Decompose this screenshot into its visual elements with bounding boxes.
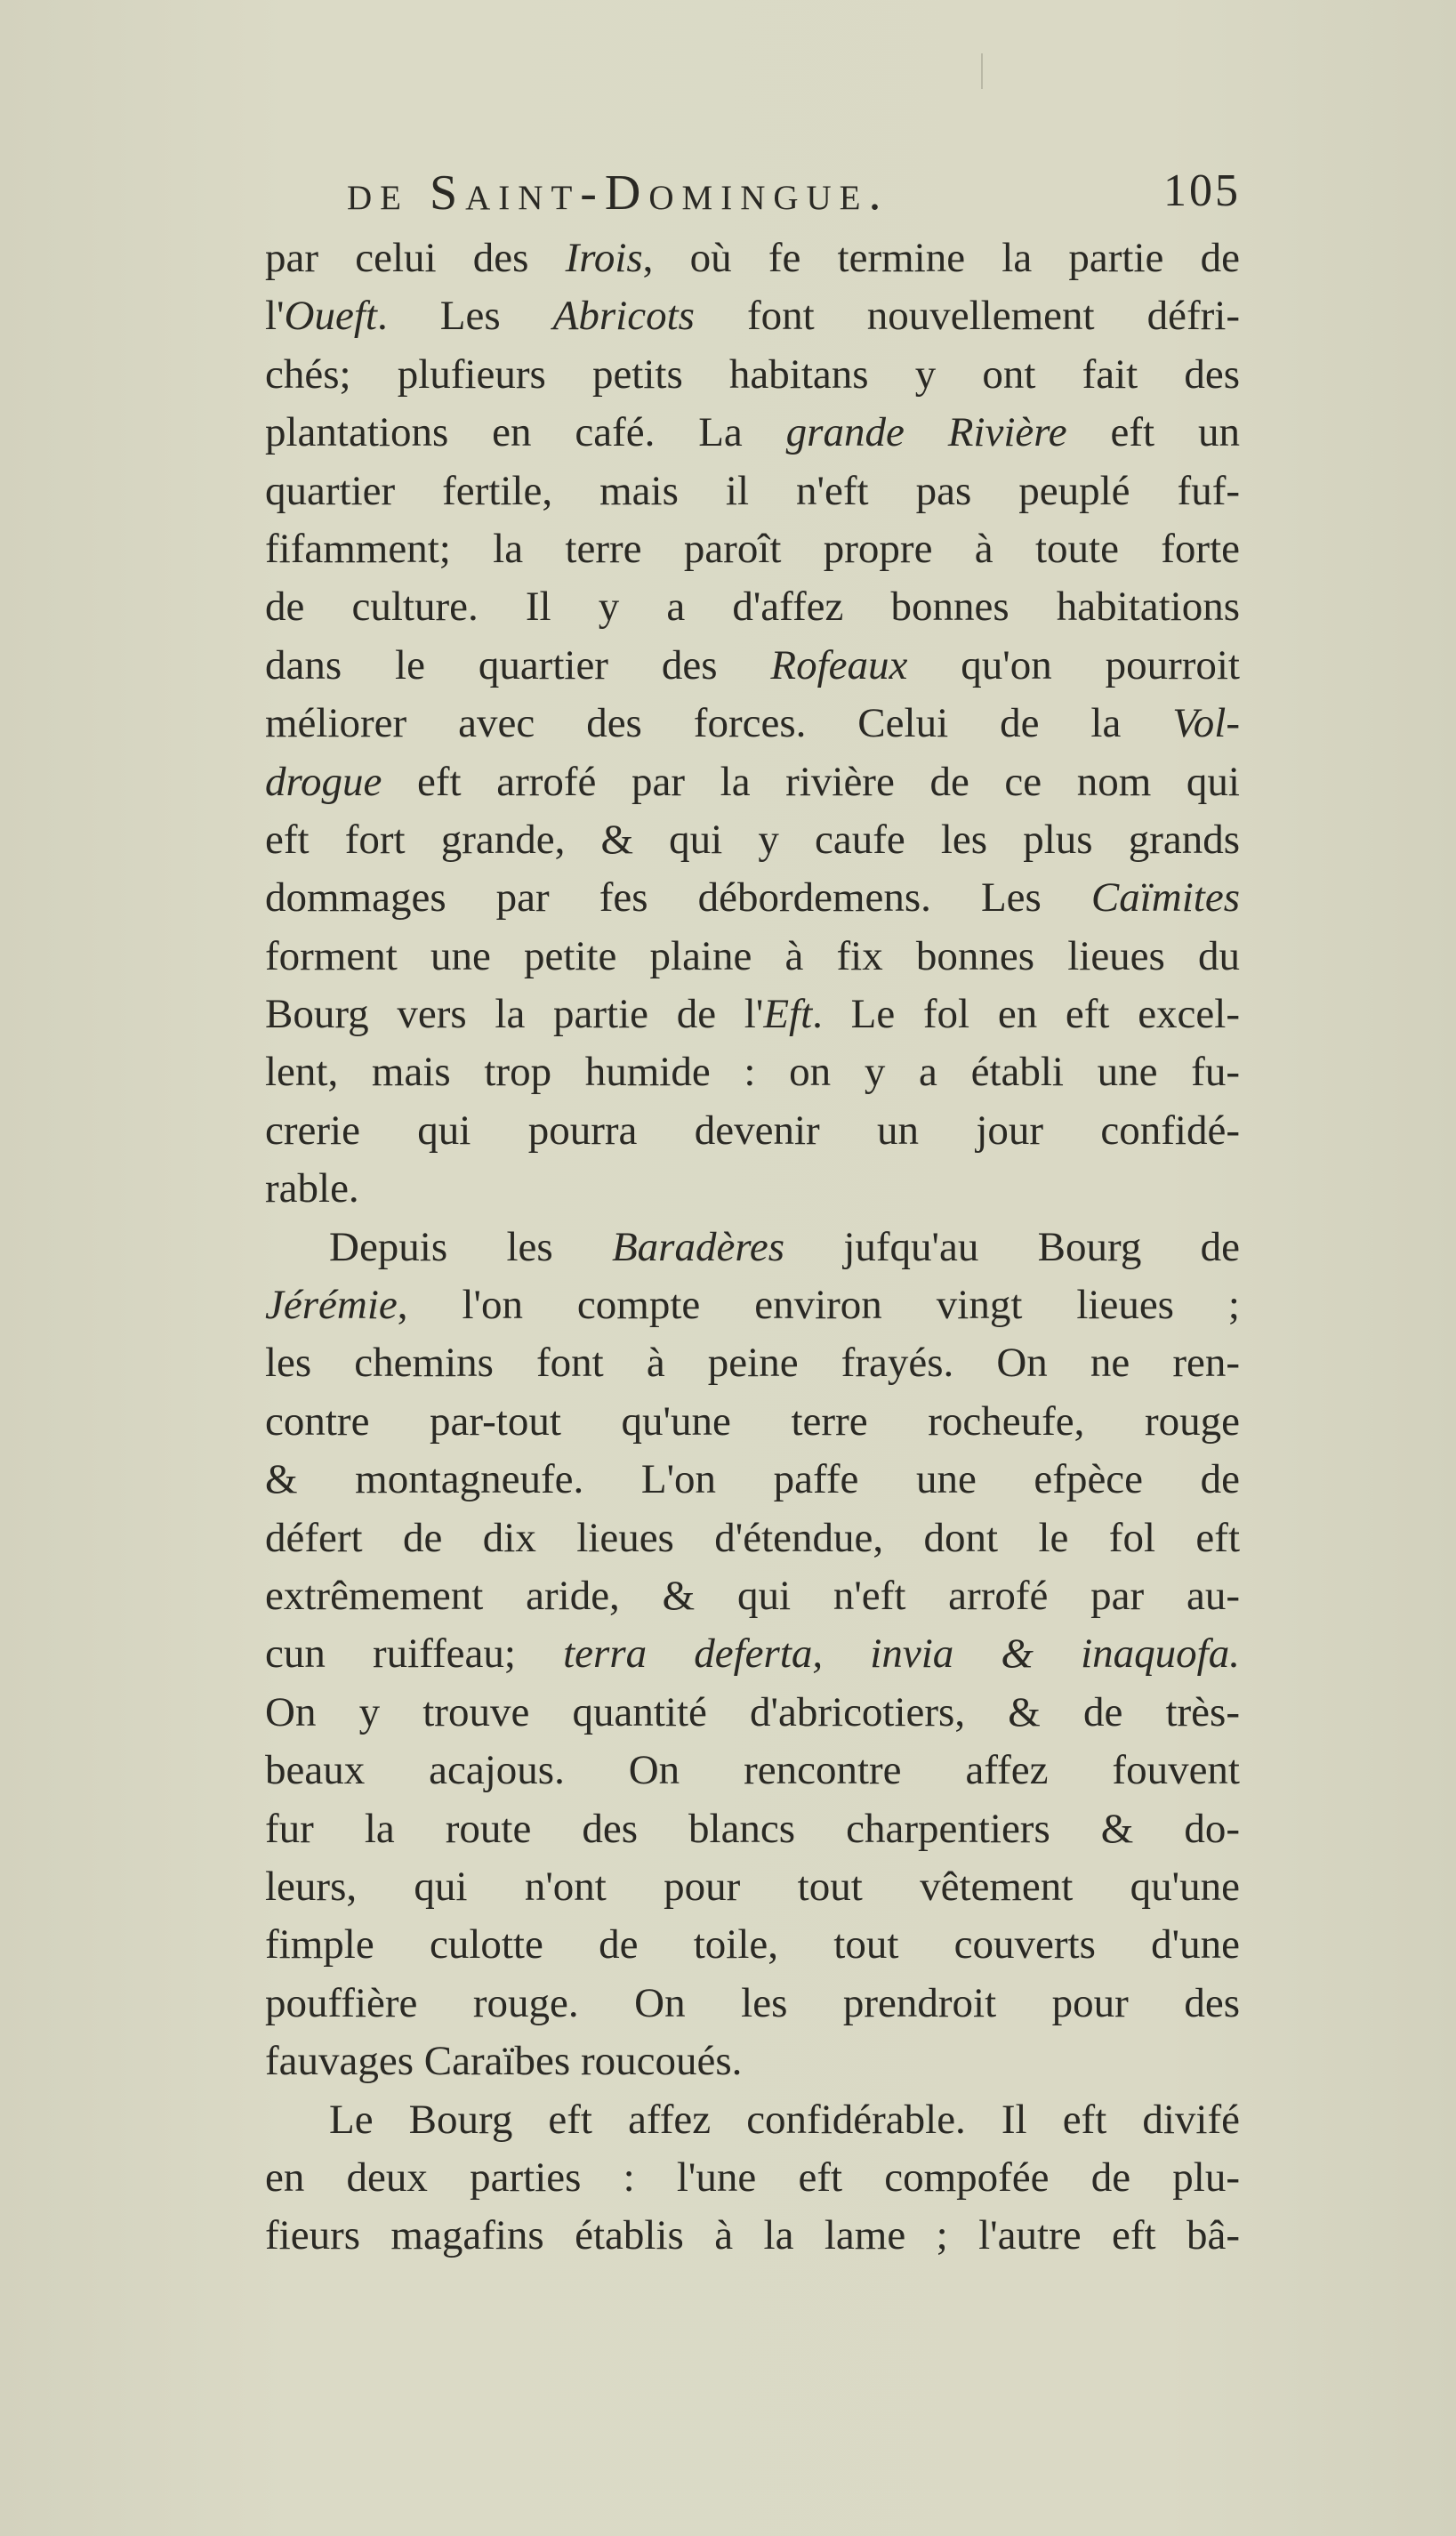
text-segment: lent, mais trop humide : on y a établi une fu-: [265, 1049, 1240, 1096]
text-segment: pouffière rouge. On les prendroit pour des: [265, 1979, 1240, 2026]
text-segment: & montagneufe. L'on paffe une efpèce de: [265, 1456, 1240, 1503]
text-line: [265, 1916, 1240, 1974]
text-segment: Depuis les: [329, 1223, 612, 1270]
text-segment: rable.: [265, 1165, 359, 1212]
text-segment: défert de dix lieues d'étendue, dont le fol eft: [265, 1514, 1240, 1561]
italic-text: Irois: [565, 235, 643, 281]
italic-text: terra deferta, invia & inaquofa.: [563, 1630, 1240, 1678]
text-segment: quartier fertile, mais il n'eft pas peuplé fuf-: [265, 467, 1240, 514]
text-segment: . Les: [376, 293, 553, 340]
text-line: [265, 1800, 1240, 1858]
italic-text: Caïmites: [1090, 874, 1240, 922]
page-header: [347, 165, 1241, 227]
text-line: [265, 1625, 1240, 1683]
text-line: [265, 695, 1240, 753]
italic-text: Baradères: [611, 1223, 785, 1270]
text-line: [265, 2091, 1240, 2149]
text-segment: . Le fol en eft excel-: [812, 991, 1240, 1038]
text-line: [265, 811, 1240, 869]
text-line: [265, 404, 1240, 462]
text-line: [265, 1043, 1240, 1101]
scan-mark: [981, 53, 983, 89]
text-segment: méliorer avec des forces. Celui de la: [265, 700, 1173, 747]
text-line: [265, 1160, 1240, 1218]
italic-text: Oueft: [284, 293, 377, 340]
text-line: [265, 1276, 1240, 1334]
text-line: [265, 1684, 1240, 1742]
text-segment: en deux parties : l'une eft compofée de plu-: [265, 2154, 1240, 2201]
body-text: [265, 229, 1240, 2266]
text-segment: qu'on pourroit: [907, 641, 1240, 688]
text-segment: jufqu'au Bourg de: [784, 1223, 1240, 1270]
text-line: [265, 1510, 1240, 1567]
text-segment: fieurs magafins établis à la lame ; l'autre eft bâ-: [265, 2212, 1240, 2259]
text-segment: eft arrofé par la rivière de ce nom qui: [382, 758, 1240, 805]
text-line: [265, 2149, 1240, 2207]
text-line: [265, 520, 1240, 578]
text-segment: dommages par fes débordemens. Les: [265, 874, 1091, 922]
text-segment: beaux acajous. On rencontre affez fouvent: [265, 1747, 1240, 1794]
text-segment: de culture. Il y a d'affez bonnes habitations: [265, 584, 1240, 631]
text-segment: l': [265, 293, 285, 340]
text-line: [265, 2033, 1240, 2090]
text-segment: Le Bourg eft affez confidérable. Il eft divifé: [329, 2096, 1240, 2143]
text-line: [265, 1858, 1240, 1916]
text-segment: par celui des: [265, 235, 566, 281]
running-title: de Saint-Domingue.: [347, 165, 889, 221]
text-line: [265, 1567, 1240, 1625]
text-line: [265, 986, 1240, 1043]
text-line: [265, 229, 1240, 287]
italic-text: Rofeaux: [770, 641, 908, 688]
text-line: [265, 463, 1240, 520]
text-segment: font nouvellement défri-: [694, 293, 1240, 340]
text-segment: On y trouve quantité d'abricotiers, & de très-: [265, 1688, 1240, 1735]
text-line: [265, 1219, 1240, 1276]
text-segment: plantations en café. La: [265, 409, 786, 456]
text-line: [265, 637, 1240, 695]
text-line: [265, 578, 1240, 636]
text-segment: eft fort grande, & qui y caufe les plus grands: [265, 816, 1240, 863]
text-segment: contre par-tout qu'une terre rocheufe, rouge: [265, 1397, 1240, 1445]
text-segment: dans le quartier des: [265, 641, 771, 688]
text-line: [265, 287, 1240, 345]
text-segment: leurs, qui n'ont pour tout vêtement qu'une: [265, 1863, 1240, 1910]
text-line: [265, 1742, 1240, 1799]
text-line: [265, 928, 1240, 986]
text-segment: les chemins font à peine frayés. On ne ren-: [265, 1340, 1240, 1387]
text-segment: fauvages Caraïbes roucoués.: [265, 2038, 743, 2085]
text-line: [265, 346, 1240, 404]
italic-text: Abricots: [552, 293, 695, 340]
text-line: [265, 869, 1240, 927]
italic-text: Jérémie: [265, 1282, 398, 1329]
text-segment: , où fe termine la partie de: [642, 235, 1240, 281]
text-line: [265, 2207, 1240, 2265]
text-segment: fimple culotte de toile, tout couverts d'une: [265, 1921, 1240, 1968]
text-segment: eft un: [1066, 409, 1240, 456]
text-line: [265, 1451, 1240, 1509]
italic-text: Vol-: [1172, 700, 1240, 747]
text-line: [265, 1102, 1240, 1160]
text-segment: cun ruiffeau;: [265, 1630, 564, 1678]
italic-text: grande Rivière: [785, 409, 1067, 456]
text-segment: Bourg vers la partie de l': [265, 991, 764, 1038]
text-line: [265, 753, 1240, 811]
text-line: [265, 1334, 1240, 1392]
text-segment: fur la route des blancs charpentiers & do-: [265, 1805, 1240, 1852]
page-number: 105: [1163, 165, 1241, 216]
text-line: [265, 1393, 1240, 1451]
italic-text: drogue: [265, 758, 382, 805]
text-segment: forment une petite plaine à fix bonnes lieues du: [265, 932, 1240, 979]
text-segment: fifamment; la terre paroît propre à toute forte: [265, 525, 1240, 572]
text-segment: extrêmement aride, & qui n'eft arrofé par au-: [265, 1572, 1240, 1619]
text-line: [265, 1975, 1240, 2033]
text-segment: , l'on compte environ vingt lieues ;: [397, 1282, 1240, 1329]
text-segment: crerie qui pourra devenir un jour confidé-: [265, 1107, 1240, 1154]
italic-text: Eft: [763, 991, 813, 1038]
text-segment: chés; plufieurs petits habitans y ont fait des: [265, 350, 1240, 398]
